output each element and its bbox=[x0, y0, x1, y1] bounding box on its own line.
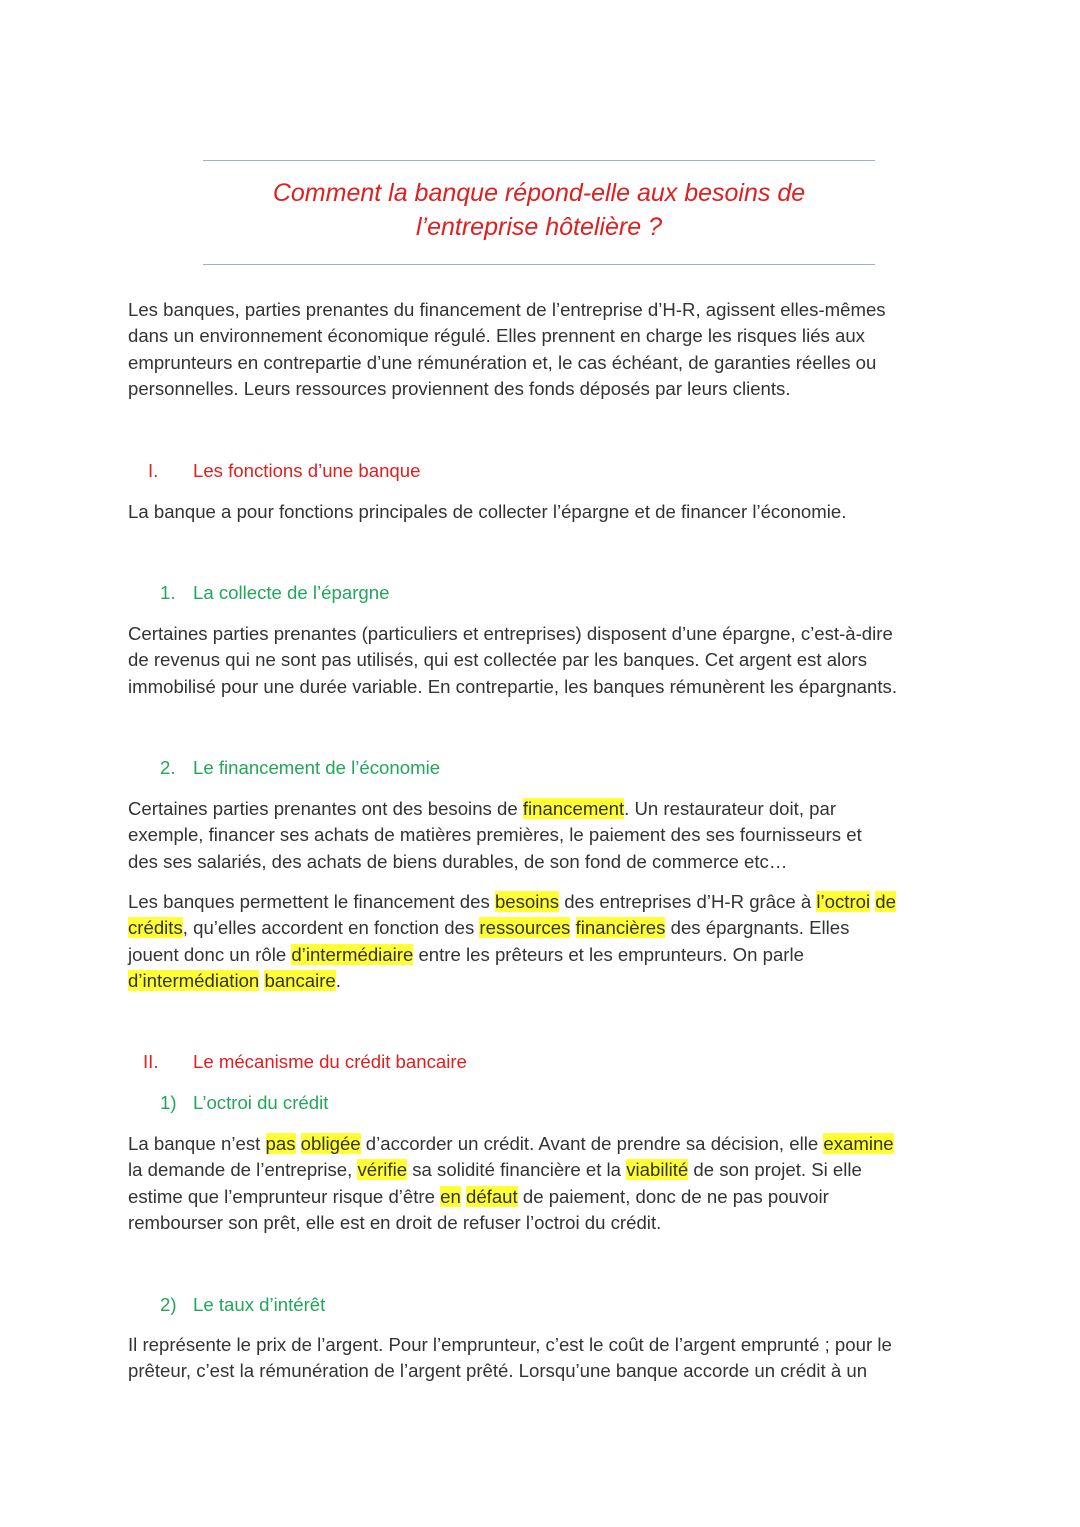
text-run: Les banques permettent le financement des bbox=[128, 891, 495, 912]
subsection-4-paragraph bbox=[128, 1332, 958, 1385]
subsection-2-paragraph-2 bbox=[128, 889, 958, 994]
highlight: d’intermédiation bbox=[128, 969, 260, 991]
highlight: l’octroi bbox=[816, 891, 871, 912]
text-run: jouent donc un rôle bbox=[128, 943, 292, 965]
text-run bbox=[296, 1133, 301, 1154]
text-run: , qu’elles accordent en fonction des bbox=[182, 917, 480, 939]
subsection-number: 2. bbox=[160, 757, 176, 778]
subsection-2-paragraph-1 bbox=[128, 796, 958, 875]
highlight: besoins bbox=[494, 891, 560, 912]
subsection-number: 2) bbox=[160, 1294, 177, 1315]
highlight: de bbox=[875, 891, 896, 912]
subsection-number: 1. bbox=[160, 582, 176, 603]
highlight: financement bbox=[522, 798, 625, 819]
text-line: Il représente le prix de l’argent. Pour l’emprunteur, c’est le coût de l’argent emprunté ; pour le bbox=[128, 1334, 892, 1355]
highlight: obligée bbox=[300, 1133, 361, 1154]
section-title: Les fonctions d’une banque bbox=[193, 460, 421, 481]
text-line: prêteur, c’est la rémunération de l’argent prêté. Lorsqu’une banque accorde un crédit à un bbox=[128, 1360, 868, 1382]
text-run: des entreprises d’H-R grâce à bbox=[559, 891, 817, 912]
section-1-paragraph bbox=[128, 499, 958, 525]
text-run: de son projet. Si elle bbox=[688, 1159, 862, 1181]
highlight: examine bbox=[823, 1133, 894, 1154]
highlight: défaut bbox=[465, 1185, 518, 1207]
page-title bbox=[203, 176, 875, 244]
highlight: en bbox=[440, 1185, 461, 1207]
text-run: entre les prêteurs et les emprunteurs. On parle bbox=[413, 943, 804, 965]
text-line: personnelles. Leurs ressources proviennent des fonds déposés par leurs clients. bbox=[128, 377, 791, 399]
highlight: viabilité bbox=[626, 1159, 689, 1181]
text-line bbox=[128, 968, 958, 994]
subsection-title: Le taux d’intérêt bbox=[193, 1294, 326, 1315]
intro-paragraph bbox=[128, 297, 958, 402]
text-line: immobilisé pour une durée variable. En contrepartie, les banques rémunèrent les épargnants. bbox=[128, 675, 897, 697]
text-line bbox=[128, 942, 958, 968]
subsection-number: 1) bbox=[160, 1092, 177, 1113]
text-line: dans un environnement économique régulé. Elles prennent en charge les risques liés aux bbox=[128, 325, 865, 347]
highlight: crédits bbox=[128, 917, 183, 939]
text-run: estime que l’emprunteur risque d’être bbox=[128, 1185, 441, 1207]
text-run: d’accorder un crédit. Avant de prendre sa décision, elle bbox=[360, 1133, 824, 1154]
section-number: I. bbox=[148, 460, 159, 481]
text-run: des épargnants. Elles bbox=[665, 917, 850, 939]
section-title: Le mécanisme du crédit bancaire bbox=[193, 1051, 467, 1072]
text-line: des ses salariés, des achats de biens durables, de son fond de commerce etc… bbox=[128, 850, 788, 872]
text-line bbox=[128, 1157, 958, 1183]
text-line bbox=[128, 915, 958, 941]
highlight: financières bbox=[575, 917, 666, 939]
text-line bbox=[128, 1131, 958, 1157]
highlight: bancaire bbox=[264, 969, 336, 991]
text-line: La banque a pour fonctions principales de collecter l’épargne et de financer l’économie. bbox=[128, 501, 847, 522]
highlight: vérifie bbox=[357, 1159, 408, 1181]
text-line: emprunteurs en contrepartie d’une rémunération et, le cas échéant, de garanties réelles ou bbox=[128, 351, 877, 373]
text-line bbox=[128, 796, 958, 822]
text-line: de revenus qui ne sont pas utilisés, qui est collectée par les banques. Cet argent est alors bbox=[128, 649, 868, 671]
title-line-1: Comment la banque répond-elle aux besoins de bbox=[272, 179, 806, 207]
section-number: II. bbox=[143, 1051, 159, 1072]
bottom-rule bbox=[203, 264, 875, 265]
text-run bbox=[570, 917, 575, 938]
text-run: de paiement, donc de ne pas pouvoir bbox=[517, 1185, 829, 1207]
subsection-title: Le financement de l’économie bbox=[193, 757, 441, 778]
text-run: La banque n’est bbox=[128, 1133, 266, 1154]
highlight: pas bbox=[265, 1133, 296, 1154]
text-line bbox=[128, 889, 958, 915]
top-rule bbox=[203, 160, 875, 161]
subsection-1-paragraph bbox=[128, 621, 958, 700]
text-run: la demande de l’entreprise, bbox=[128, 1159, 358, 1181]
text-run: sa solidité financière et la bbox=[407, 1159, 627, 1181]
subsection-title: L’octroi du crédit bbox=[193, 1092, 329, 1113]
text-line: rembourser son prêt, elle est en droit de refuser l’octroi du crédit. bbox=[128, 1211, 662, 1233]
text-run: . Un restaurateur doit, par bbox=[624, 798, 837, 819]
text-run: . bbox=[335, 969, 341, 991]
title-line-2: l’entreprise hôtelière ? bbox=[416, 213, 662, 241]
text-line: Les banques, parties prenantes du financement de l’entreprise d’H-R, agissent elles-mêmes bbox=[128, 299, 886, 320]
text-line: Certaines parties prenantes (particuliers et entreprises) disposent d’une épargne, c’est-à-dire bbox=[128, 623, 893, 644]
text-run: Certaines parties prenantes ont des besoins de bbox=[128, 798, 523, 819]
subsection-title: La collecte de l’épargne bbox=[193, 582, 390, 603]
text-line: exemple, financer ses achats de matières premières, le paiement des ses fournisseurs et bbox=[128, 824, 862, 846]
subsection-3-paragraph bbox=[128, 1131, 958, 1236]
text-line bbox=[128, 1184, 958, 1210]
highlight: ressources bbox=[479, 917, 571, 939]
highlight: d’intermédiaire bbox=[291, 943, 414, 965]
